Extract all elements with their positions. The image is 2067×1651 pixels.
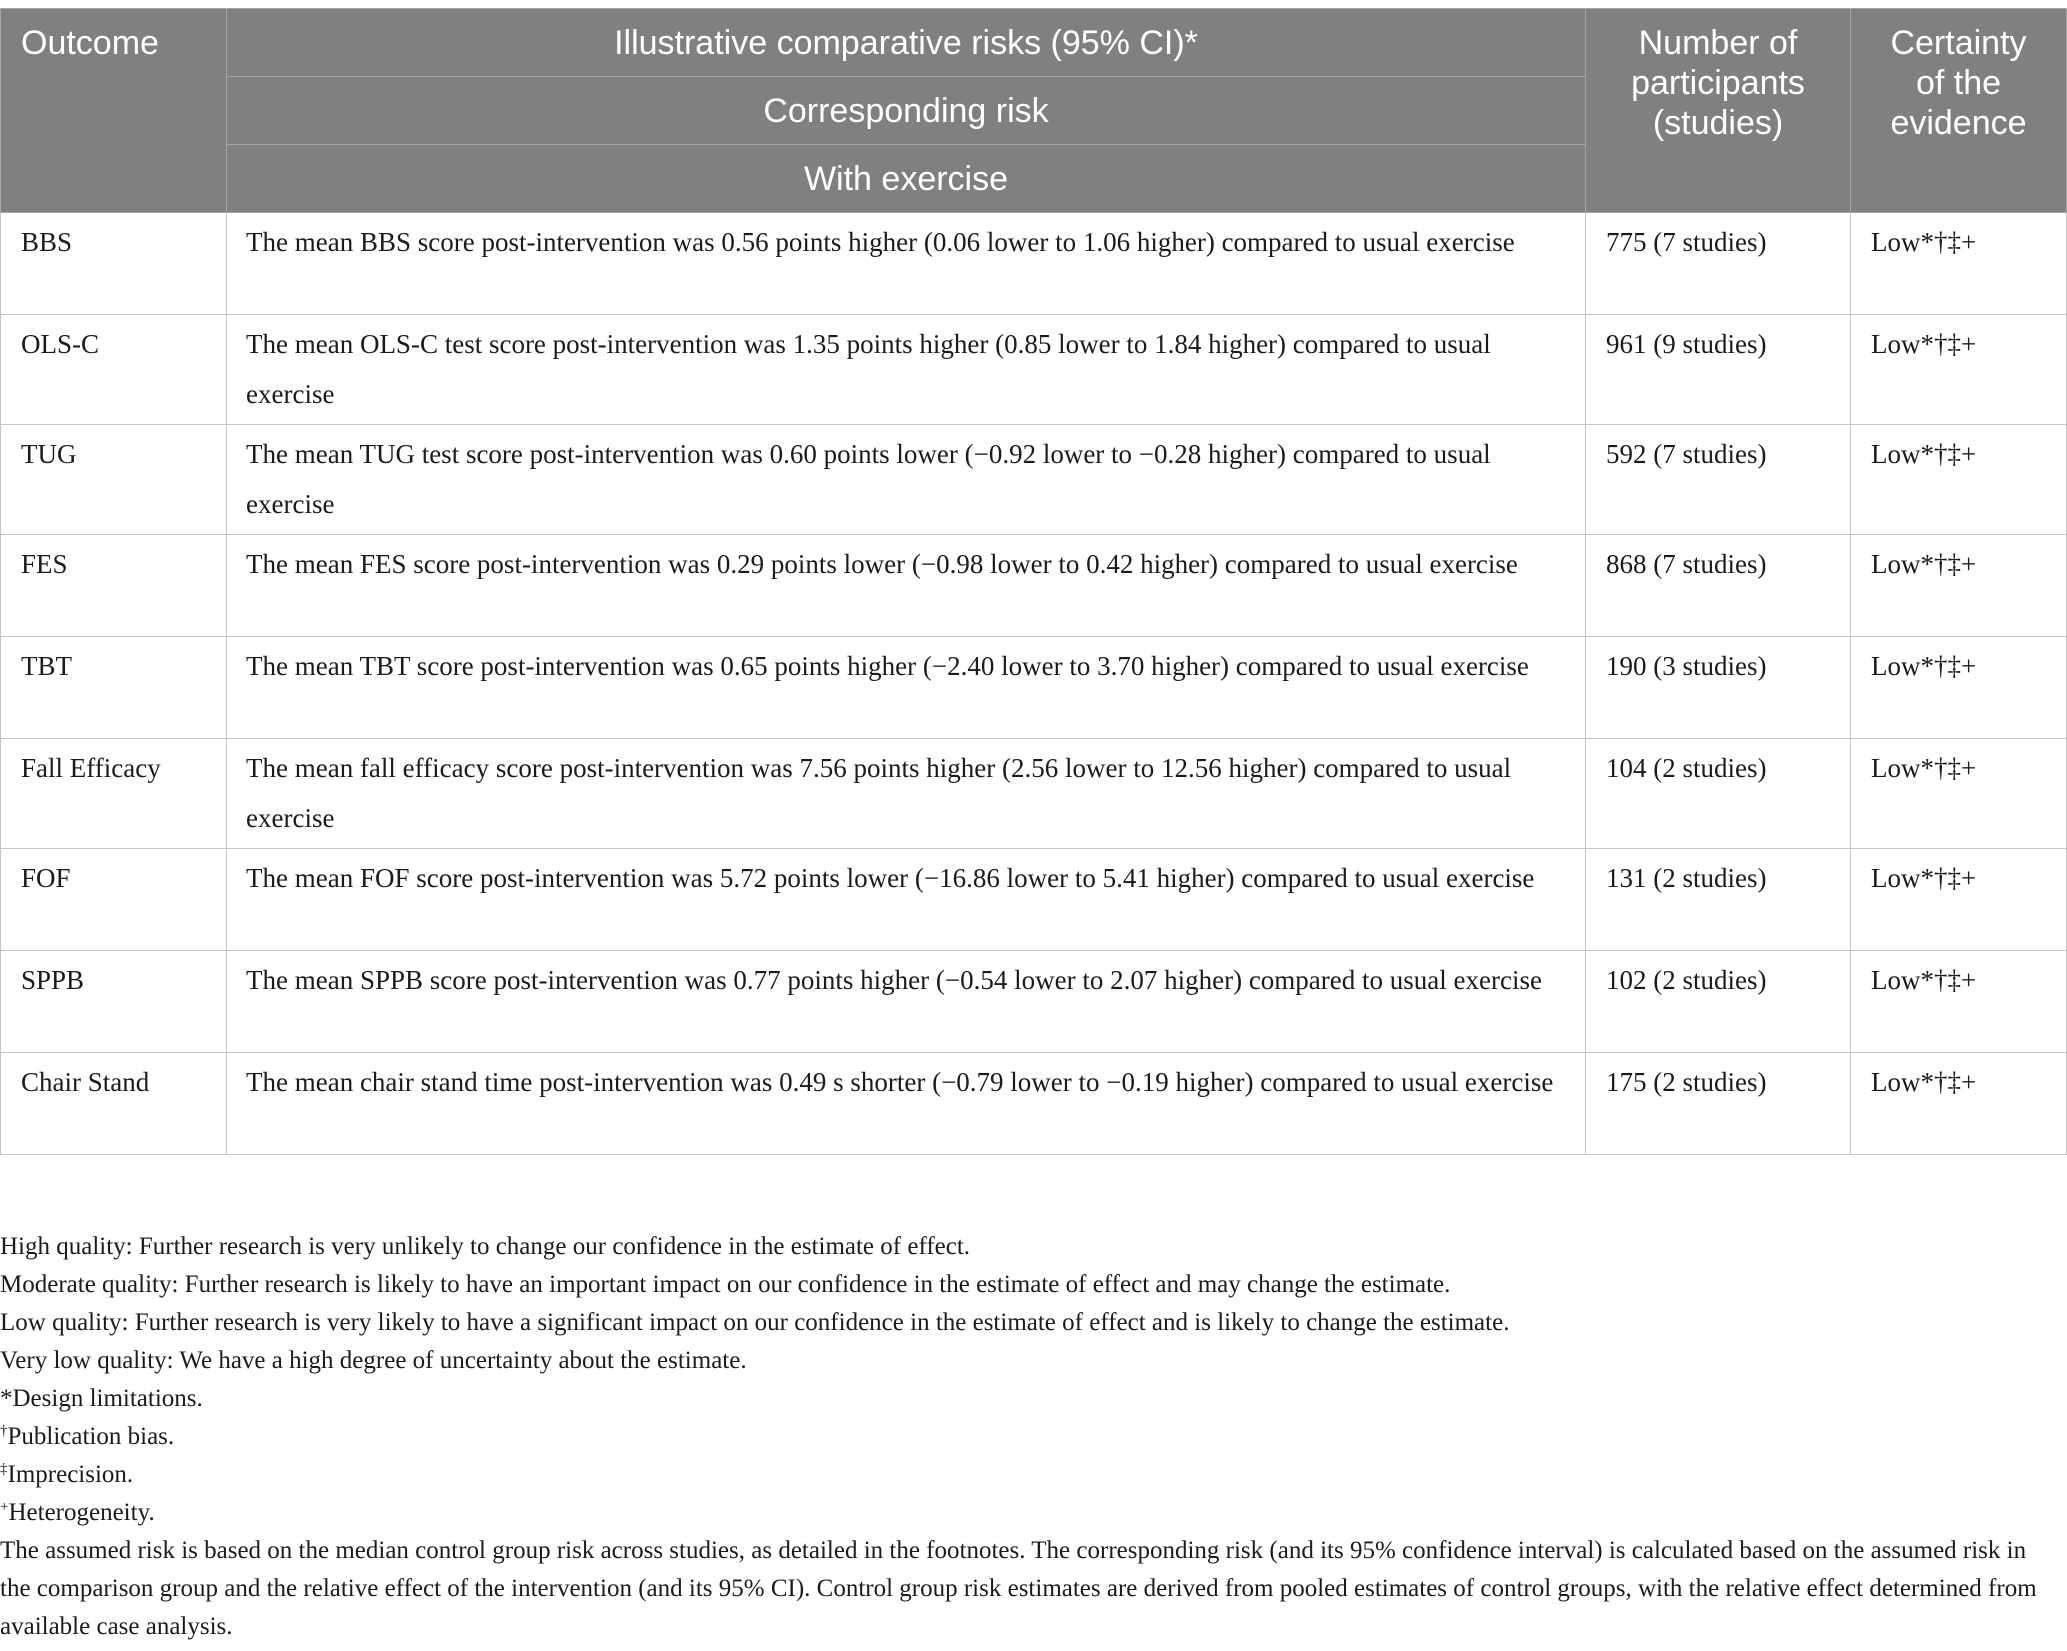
note-very-low-quality: Very low quality: We have a high degree of uncertainty about the estimate. [0,1347,747,1374]
cell-participants: 592 (7 studies) [1586,425,1851,535]
cell-description: The mean fall efficacy score post-intervention was 7.56 points higher (2.56 lower to 12.56 higher) compared to usual exercise [227,739,1586,849]
table-row [1,739,2067,849]
cell-certainty: Low*†‡+ [1851,951,2067,1053]
note-heterogeneity-mark: + [0,1499,9,1515]
cell-description: The mean TUG test score post-intervention was 0.60 points lower (−0.92 lower to −0.28 higher) compared to usual exercise [227,425,1586,535]
header-participants-line1: Number of [1638,24,1798,62]
note-heterogeneity [0,1494,2040,1532]
cell-certainty: Low*†‡+ [1851,849,2067,951]
header-certainty [1851,9,2067,213]
note-high-quality: High quality: Further research is very unlikely to change our confidence in the estimate of effect. [0,1233,971,1260]
cell-outcome: SPPB [1,951,227,1053]
header-comparative-risks: Illustrative comparative risks (95% CI)* [227,9,1586,77]
cell-certainty: Low*†‡+ [1851,315,2067,425]
table-footnotes [0,1228,2040,1646]
note-imprecision-mark: ‡ [0,1461,8,1477]
cell-participants: 961 (9 studies) [1586,315,1851,425]
cell-outcome: Fall Efficacy [1,739,227,849]
table-body [1,213,2067,1155]
evidence-table-container [0,8,2067,1155]
header-certainty-line1: Certainty [1890,24,2027,62]
cell-certainty: Low*†‡+ [1851,637,2067,739]
note-moderate-quality: Moderate quality: Further research is likely to have an important impact on our confidence in the estimate of effect and may change the estimate. [0,1271,1451,1298]
cell-participants: 175 (2 studies) [1586,1053,1851,1155]
cell-description: The mean FES score post-intervention was 0.29 points lower (−0.98 lower to 0.42 higher) compared to usual exercise [227,535,1586,637]
header-certainty-line3: evidence [1890,104,2027,142]
table-row [1,1053,2067,1155]
table-row [1,425,2067,535]
note-publication-bias [0,1418,2040,1456]
table-row [1,637,2067,739]
header-with-exercise: With exercise [227,145,1586,213]
header-certainty-line2: of the [1915,64,2002,102]
header-participants-line2: participants [1631,64,1805,102]
table-row [1,315,2067,425]
note-heterogeneity-text: Heterogeneity. [8,1499,155,1526]
evidence-summary-table [0,8,2067,1155]
cell-certainty: Low*†‡+ [1851,425,2067,535]
table-row [1,535,2067,637]
note-design-mark: * [0,1385,13,1412]
note-imprecision-text: Imprecision. [7,1461,134,1488]
note-design-limitations [0,1380,2040,1418]
cell-description: The mean OLS-C test score post-intervention was 1.35 points higher (0.85 lower to 1.84 higher) compared to usual exercise [227,315,1586,425]
header-outcome: Outcome [1,9,227,213]
cell-outcome: OLS-C [1,315,227,425]
cell-outcome: FOF [1,849,227,951]
cell-certainty: Low*†‡+ [1851,739,2067,849]
note-publication-mark: † [0,1423,8,1439]
cell-participants: 102 (2 studies) [1586,951,1851,1053]
header-corresponding-risk: Corresponding risk [227,77,1586,145]
cell-participants: 868 (7 studies) [1586,535,1851,637]
cell-outcome: FES [1,535,227,637]
cell-description: The mean TBT score post-intervention was 0.65 points higher (−2.40 lower to 3.70 higher) compared to usual exercise [227,637,1586,739]
cell-description: The mean BBS score post-intervention was 0.56 points higher (0.06 lower to 1.06 higher) compared to usual exercise [227,213,1586,315]
cell-participants: 775 (7 studies) [1586,213,1851,315]
note-imprecision [0,1456,2040,1494]
header-participants-line3: (studies) [1652,104,1784,142]
table-row [1,213,2067,315]
cell-participants: 104 (2 studies) [1586,739,1851,849]
note-design-text: Design limitations. [12,1385,203,1412]
note-assumed-risk: The assumed risk is based on the median control group risk across studies, as detailed in the footnotes. The corresponding risk (and its 95% confidence interval) is calculated based on the assumed risk in the comparison group and the relative effect of the intervention (and its 95% CI). Control group risk estimates are derived from pooled estimates of control groups, with the relative effect determined from available case analysis. [0,1537,2037,1640]
cell-outcome: BBS [1,213,227,315]
cell-description: The mean chair stand time post-intervention was 0.49 s shorter (−0.79 lower to −0.19 higher) compared to usual exercise [227,1053,1586,1155]
header-participants [1586,9,1851,213]
cell-certainty: Low*†‡+ [1851,213,2067,315]
table-header [1,9,2067,213]
cell-participants: 190 (3 studies) [1586,637,1851,739]
cell-description: The mean FOF score post-intervention was 5.72 points lower (−16.86 lower to 5.41 higher) compared to usual exercise [227,849,1586,951]
cell-participants: 131 (2 studies) [1586,849,1851,951]
cell-certainty: Low*†‡+ [1851,1053,2067,1155]
cell-certainty: Low*†‡+ [1851,535,2067,637]
note-low-quality: Low quality: Further research is very likely to have a significant impact on our confidence in the estimate of effect and is likely to change the estimate. [0,1309,1510,1336]
table-row [1,951,2067,1053]
cell-outcome: TBT [1,637,227,739]
table-row [1,849,2067,951]
note-publication-text: Publication bias. [7,1423,175,1450]
cell-description: The mean SPPB score post-intervention was 0.77 points higher (−0.54 lower to 2.07 higher) compared to usual exercise [227,951,1586,1053]
cell-outcome: Chair Stand [1,1053,227,1155]
cell-outcome: TUG [1,425,227,535]
